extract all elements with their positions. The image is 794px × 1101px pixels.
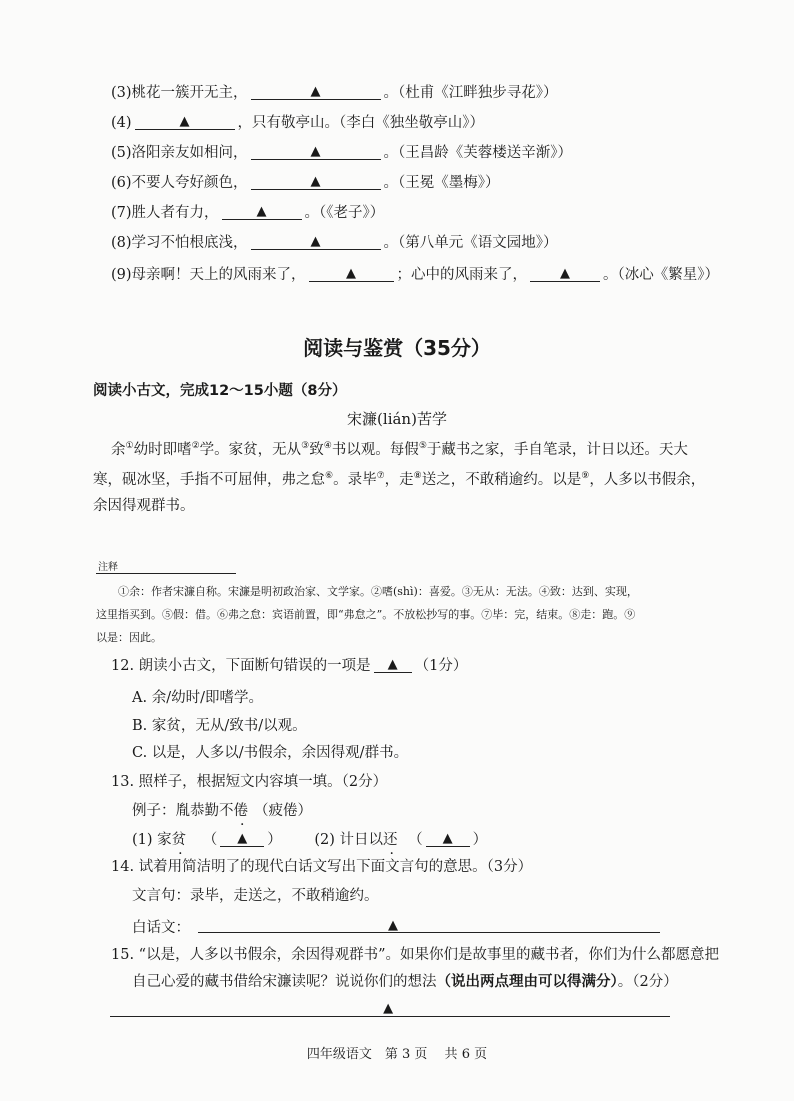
question-15-cont — [132, 972, 678, 992]
poem-line-7 — [111, 203, 384, 223]
poem-text: ，只有敬亭山。（李白《独坐敬亭山》） — [237, 115, 485, 131]
item-text: (2) 计日以 — [314, 832, 384, 848]
poem-text: 。（王冕《墨梅》） — [383, 175, 500, 191]
question-points: （1分） — [414, 658, 468, 674]
poem-line-8 — [111, 233, 558, 253]
passage-text: 余 — [111, 441, 126, 458]
triangle-icon: ▲ — [237, 831, 248, 846]
footnote-mark: ① — [125, 441, 134, 451]
footnote-mark: ② — [191, 441, 200, 451]
passage-text: ，走 — [384, 471, 414, 488]
item-word: 还 — [383, 832, 398, 848]
q14-modern-label: 白话文： — [132, 920, 190, 936]
section-heading: 阅读与鉴赏（35分） — [303, 336, 491, 360]
poem-text: (3)桃花一簇开无主， — [111, 85, 248, 101]
poem-text: (9)母亲啊！天上的风雨来了， — [111, 267, 306, 283]
poem-text: 。（王昌龄《芙蓉楼送辛渐》） — [383, 145, 573, 161]
poem-line-6 — [111, 173, 500, 193]
notes-rule — [96, 573, 236, 574]
answer-blank[interactable] — [135, 113, 235, 130]
question-12 — [111, 656, 467, 676]
poem-text: 。（《老子》） — [304, 205, 385, 221]
passage-text: 寒，砚冰坚，手指不可屈伸，弗之怠 — [93, 471, 325, 488]
answer-blank[interactable] — [374, 656, 412, 673]
passage-text: 送之，不敢稍逾约。以是 — [421, 471, 582, 488]
triangle-icon: ▲ — [310, 174, 321, 189]
triangle-icon: ▲ — [346, 266, 357, 281]
triangle-icon: ▲ — [310, 84, 321, 99]
triangle-icon: ▲ — [256, 204, 267, 219]
triangle-icon: ▲ — [560, 266, 571, 281]
triangle-icon: ▲ — [310, 234, 321, 249]
question-stem: 12. 朗读小古文，下面断句错误的一项是 — [111, 658, 371, 674]
item-word: 贫 — [171, 832, 187, 848]
poem-line-3 — [111, 83, 558, 103]
triangle-icon: ▲ — [179, 114, 190, 129]
notes-label: 注释 — [98, 562, 118, 573]
passage-text: 幼时即嗜 — [133, 441, 192, 458]
footnote-mark: ⑤ — [418, 441, 427, 451]
question-points: 。（2分） — [617, 974, 678, 990]
q13-example — [132, 801, 312, 821]
question-13: 13. 照样子，根据短文内容填一填。（2分） — [111, 774, 388, 790]
poem-text: (5)洛阳亲友如相问， — [111, 145, 248, 161]
option-c[interactable]: C. 以是，人多以/书假余，余因得观/群书。 — [132, 745, 409, 761]
poem-text: (7)胜人者有力， — [111, 205, 219, 221]
answer-blank[interactable] — [222, 203, 302, 220]
poem-text: (4) — [111, 115, 132, 131]
footnote-mark: ⑦ — [376, 471, 385, 481]
answer-blank[interactable] — [426, 830, 470, 847]
scoring-note: （说出两点理由可以得满分） — [436, 974, 618, 990]
poem-line-4 — [111, 113, 484, 133]
option-b[interactable]: B. 家贫，无从/致书/以观。 — [132, 718, 307, 734]
footnote-mark: ⑧ — [413, 471, 422, 481]
answer-blank[interactable] — [251, 233, 381, 250]
passage-text: 学。家贫，无从 — [199, 441, 302, 458]
passage-text: ，人多以书假余， — [589, 471, 706, 488]
poem-text: (8)学习不怕根底浅， — [111, 235, 248, 251]
triangle-icon: ▲ — [387, 657, 398, 672]
answer-blank[interactable] — [309, 265, 394, 282]
answer-blank[interactable] — [251, 173, 381, 190]
triangle-icon: ▲ — [383, 1001, 394, 1016]
triangle-icon: ▲ — [310, 144, 321, 159]
footnote-mark: ④ — [323, 441, 332, 451]
poem-text: ；心中的风雨来了， — [396, 267, 528, 283]
triangle-icon: ▲ — [442, 831, 453, 846]
passage-text: 。录毕 — [333, 471, 377, 488]
footnote-mark: ⑨ — [581, 471, 590, 481]
poem-text: 。（冰心《繁星》） — [603, 267, 720, 283]
note-line: ①余：作者宋濂自称。宋濂是明初政治家、文学家。②嗜(shì)：喜爱。③无从：无法。④致：达到、实现， — [118, 585, 638, 598]
footnote-mark: ⑥ — [325, 471, 334, 481]
passage-text: 于藏书之家，手自笔录，计日以还。天大 — [426, 441, 688, 458]
item-text: (1) 家 — [132, 832, 172, 848]
section-intro: 阅读小古文，完成12～15小题（8分） — [93, 383, 347, 399]
passage-text: 余因得观群书。 — [93, 498, 195, 514]
note-line: 以是：因此。 — [96, 631, 162, 644]
answer-blank[interactable] — [251, 83, 381, 100]
poem-text: 。（第八单元《语文园地》） — [383, 235, 558, 251]
q15-answer-line[interactable] — [110, 1016, 670, 1017]
passage-text: 致 — [309, 441, 324, 458]
passage-line-2 — [93, 466, 705, 490]
example-answer: （疲倦） — [254, 803, 312, 819]
footnote-mark: ③ — [301, 441, 310, 451]
example-text: 例子：胤恭勤不 — [132, 803, 234, 819]
answer-blank[interactable] — [251, 143, 381, 160]
poem-text: 。（杜甫《江畔独步寻花》） — [383, 85, 558, 101]
passage-title: 宋濂(lián)苦学 — [347, 410, 447, 428]
question-14: 14. 试着用简洁明了的现代白话文写出下面文言句的意思。（3分） — [111, 859, 533, 875]
poem-text: (6)不要人夸好颜色， — [111, 175, 248, 191]
question-text: 自己心爱的藏书借给宋濂读呢？说说你们的想法 — [132, 974, 437, 990]
example-word: 倦 — [233, 803, 248, 819]
q14-classical: 文言句：录毕，走送之，不敢稍逾约。 — [132, 888, 379, 904]
passage-line-3 — [93, 496, 195, 516]
q13-items: (1) 家贫 （ ▲ ） (2) 计日以还 （ ▲ ） — [132, 831, 488, 848]
page-footer: 四年级语文 第 3 页 共 6 页 — [306, 1047, 488, 1062]
option-a[interactable]: A. 余/幼时/即嗜学。 — [132, 690, 263, 706]
poem-line-5 — [111, 143, 572, 163]
poem-line-9 — [111, 265, 719, 285]
note-line: 这里指买到。⑤假：借。⑥弗之怠：宾语前置，即“弗怠之”。不放松抄写的事。⑦毕：完，结束。⑧走：跑。⑨ — [96, 608, 636, 621]
passage-text: 书以观。每假 — [331, 441, 419, 458]
question-15: 15. “以是，人多以书假余，余因得观群书”。如果你们是故事里的藏书者，你们为什么都愿意把 — [111, 947, 719, 963]
q14-answer-line[interactable] — [198, 932, 660, 933]
triangle-icon: ▲ — [388, 918, 398, 933]
answer-blank[interactable] — [530, 265, 600, 282]
answer-blank[interactable] — [220, 830, 264, 847]
passage-line-1 — [111, 436, 688, 460]
